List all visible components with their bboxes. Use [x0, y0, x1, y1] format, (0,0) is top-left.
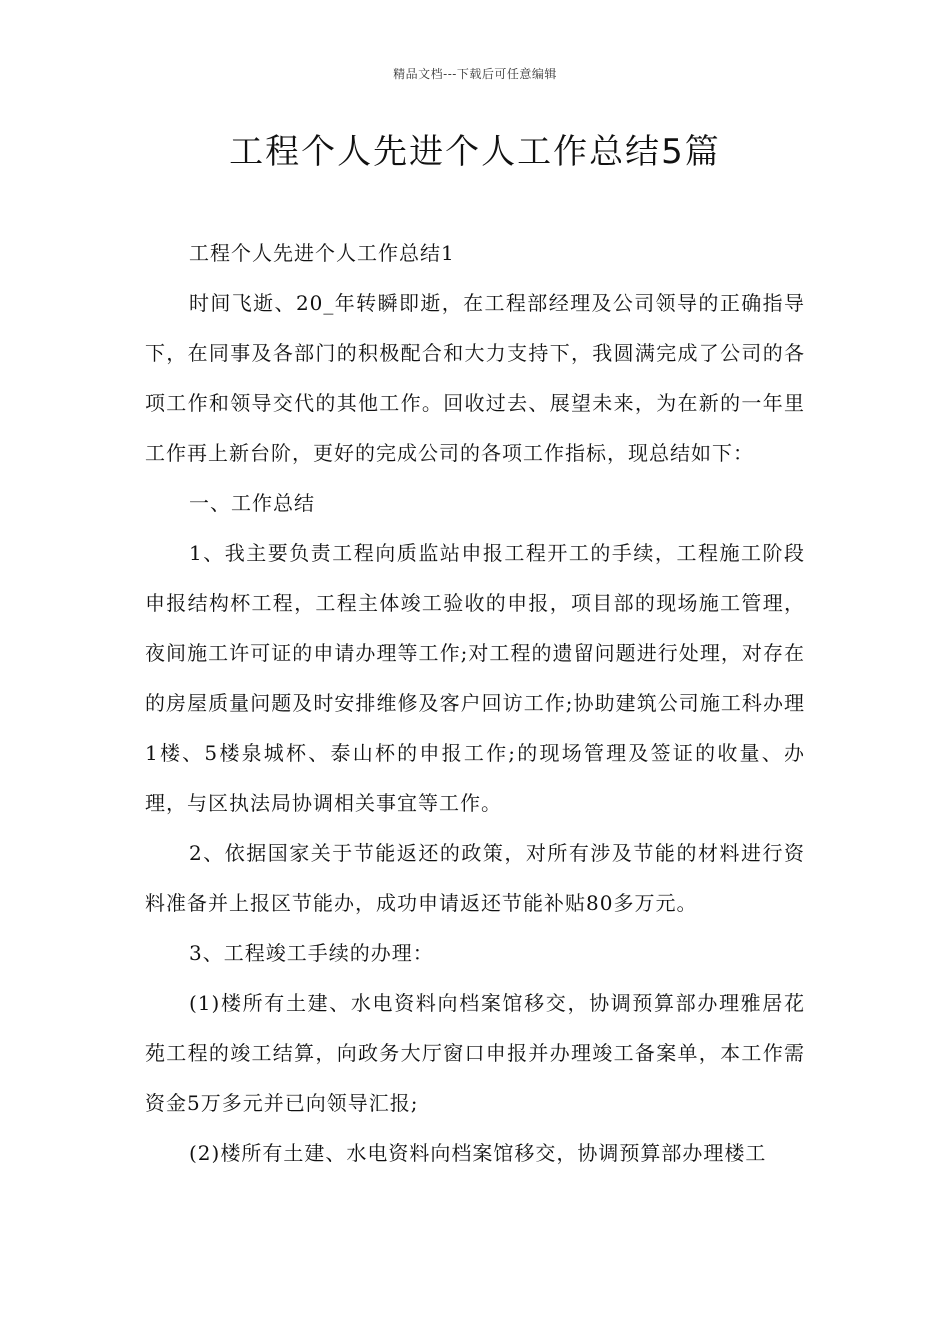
paragraph: 2、依据国家关于节能返还的政策，对所有涉及节能的材料进行资料准备并上报区节能办，成功申请返还节能补贴80多万元。 — [145, 841, 805, 915]
paragraph: (1)楼所有土建、水电资料向档案馆移交，协调预算部办理雅居花苑工程的竣工结算，向政务大厅窗口申报并办理竣工备案单，本工作需资金5万多元并已向领导汇报; — [145, 991, 805, 1115]
paragraph: 1、我主要负责工程向质监站申报工程开工的手续，工程施工阶段申报结构杯工程，工程主体竣工验收的申报，项目部的现场施工管理，夜间施工许可证的申请办理等工作;对工程的遗留问题进行处理，对存在的房屋质量问题及时安排维修及客户回访工作;协助建筑公司施工科办理1楼、5楼泉城杯、泰山杯的申报工作;的现场管理及签证的收量、办理，与区执法局协调相关事宜等工作。 — [145, 541, 805, 815]
document-body — [145, 228, 805, 1178]
section-heading: 一、工作总结 — [189, 491, 315, 515]
document-title: 工程个人先进个人工作总结5篇 — [229, 132, 721, 172]
paragraph: (2)楼所有土建、水电资料向档案馆移交，协调预算部办理楼工 — [189, 1141, 767, 1165]
header-note: 精品文档---下载后可任意编辑 — [393, 67, 557, 81]
paragraph: 3、工程竣工手续的办理： — [189, 941, 434, 965]
section-heading: 工程个人先进个人工作总结1 — [189, 241, 455, 265]
paragraph: 时间飞逝、20_年转瞬即逝，在工程部经理及公司领导的正确指导下，在同事及各部门的积极配合和大力支持下，我圆满完成了公司的各项工作和领导交代的其他工作。回收过去、展望未来，为在新的一年里工作再上新台阶，更好的完成公司的各项工作指标，现总结如下： — [145, 291, 805, 465]
